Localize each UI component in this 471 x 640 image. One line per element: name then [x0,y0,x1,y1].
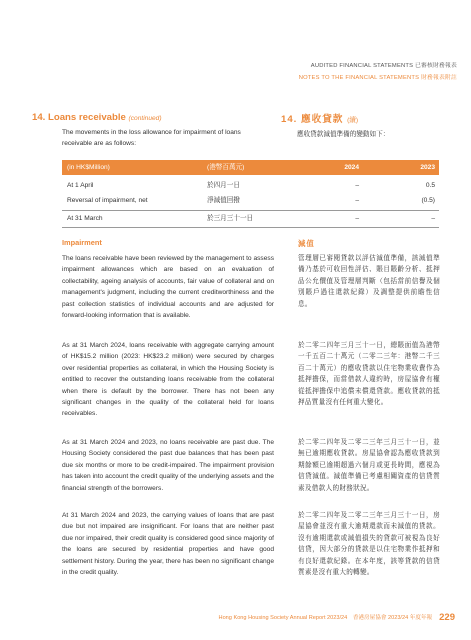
section-title-zh-text: 14. 應收貸款 [281,114,344,125]
intro-text-zh: 應收貸款減值準備的變動如下： [297,131,390,138]
row-value-2023: – [431,215,435,222]
paragraph-en: As at 31 March 2024 and 2023, no loans receivable are past due. The Housing Society considered the past due balances that has been past due six months or more to be credit-impaired. The impairment provision has taken into account the credit quality of the underlying assets and the financial strength of the borrowers. [62,439,274,492]
paragraph-en: At 31 March 2024 and 2023, the carrying values of loans that are past due but not impaired are insignificant. For loans that are neither past due nor impaired, their credit quality is considered good since majority of the loans are secured by residential properties and have good settlement history. During the year, there has been no significant change in the credit quality. [62,512,274,577]
table-unit-en: (in HK$Million) [67,164,110,171]
row-label-zh: 於四月一日 [207,182,240,189]
section-title-zh-continued: (續) [347,117,359,124]
paragraph-zh: 管理層已審閱貸款以評估減值準備，該減值準備乃基於可收回性評估、賬目賬齡分析、抵押品公允價值及管理層判斷（包括當前信譽及個別賬戶過往還款紀錄）及調整提供前瞻性信息。 [298,255,440,308]
row-label-zh: 於三月三十一日 [207,215,254,222]
row-label-en: Reversal of impairment, net [67,197,148,204]
header-statements-title: AUDITED FINANCIAL STATEMENTS 已審核財務報表 [310,63,457,69]
section-title-zh [281,111,358,125]
header-notes-title: NOTES TO THE FINANCIAL STATEMENTS 財務報表附註 [298,75,457,81]
intro-text-en: The movements in the loss allowance for impairment of loans receivable are as follows: [62,129,241,147]
row-label-en: At 1 April [67,182,94,189]
table-header-row [62,160,439,175]
impairment-heading-zh: 減值 [298,239,315,248]
table-year-2024: 2024 [344,164,359,171]
paragraph-zh: 於二零二四年及二零二三年三月三十一日，並無已逾期應收貸款。房屋協會認為應收貸款到期餘額已逾期超過六個月或更長時間，應視為信貸減值。減值準備已考慮相關資產的信貸質素及借款人的財務狀況。 [298,439,440,492]
paragraph-zh: 於二零二四年三月三十一日，總賬面值為港幣一千五百二十萬元（二零二三年：港幣二千三百二十萬元）的應收貸款以住宅物業收費作為抵押擔保，而當借款人違約時，房屋協會有權從抵押擔保中追償未償還貸款。應收貸款的抵押品質量沒有任何重大變化。 [298,342,440,407]
table-unit-zh: (港幣百萬元) [207,164,245,171]
table-year-2023: 2023 [420,164,435,171]
row-value-2024: – [355,197,359,204]
table-row [62,193,439,208]
section-title-en [32,112,162,123]
table-divider [62,227,439,228]
row-value-2023: 0.5 [425,182,435,189]
page-footer [219,612,455,623]
row-value-2023: (0.5) [421,197,435,204]
table-row [62,178,439,193]
page-number: 229 [439,612,455,623]
footer-report-title: Hong Kong Housing Society Annual Report 2023/24 香港房屋協會 2023/24 年度年報 [218,615,433,621]
paragraph-zh: 於二零二四年及二零二三年三月三十一日，房屋協會並沒有重大逾期還款而未減值的貸款。沒有逾期還款或減值損失的貸款可被視為良好信貸，因大部分的貸款是以住宅物業作抵押和有良好還款紀錄。在本年度，該等貸款的信貸質素是沒有重大的轉變。 [298,512,440,577]
table-row [62,211,439,226]
paragraph-en: The loans receivable have been reviewed by the management to assess impairment allowances which are based on an evaluation of collectability, ageing analysis of accounts, fair value of collateral and on management's judgment, including the current creditworthiness and the past collection statistics of individual accounts and are adjusted for forward-looking information that is available. [62,255,274,320]
row-value-2024: – [355,215,359,222]
row-label-zh: 淨減值回撥 [207,197,240,204]
running-header [299,60,457,84]
section-title-en-text: 14. Loans receivable [32,112,126,123]
impairment-heading-en: Impairment [62,238,102,247]
section-title-en-continued: (continued) [128,115,162,122]
row-value-2024: – [355,182,359,189]
row-label-en: At 31 March [67,215,103,222]
paragraph-en: As at 31 March 2024, loans receivable with aggregate carrying amount of HK$15.2 million (2023: HK$23.2 million) were secured by charges over residential properties as collateral, in which the Housing Society is entitled to recover the outstanding loans receivable from the collateral when there is default by the borrower. There has not been any significant changes in the quality of the collateral held for loans receivables. [62,342,274,418]
